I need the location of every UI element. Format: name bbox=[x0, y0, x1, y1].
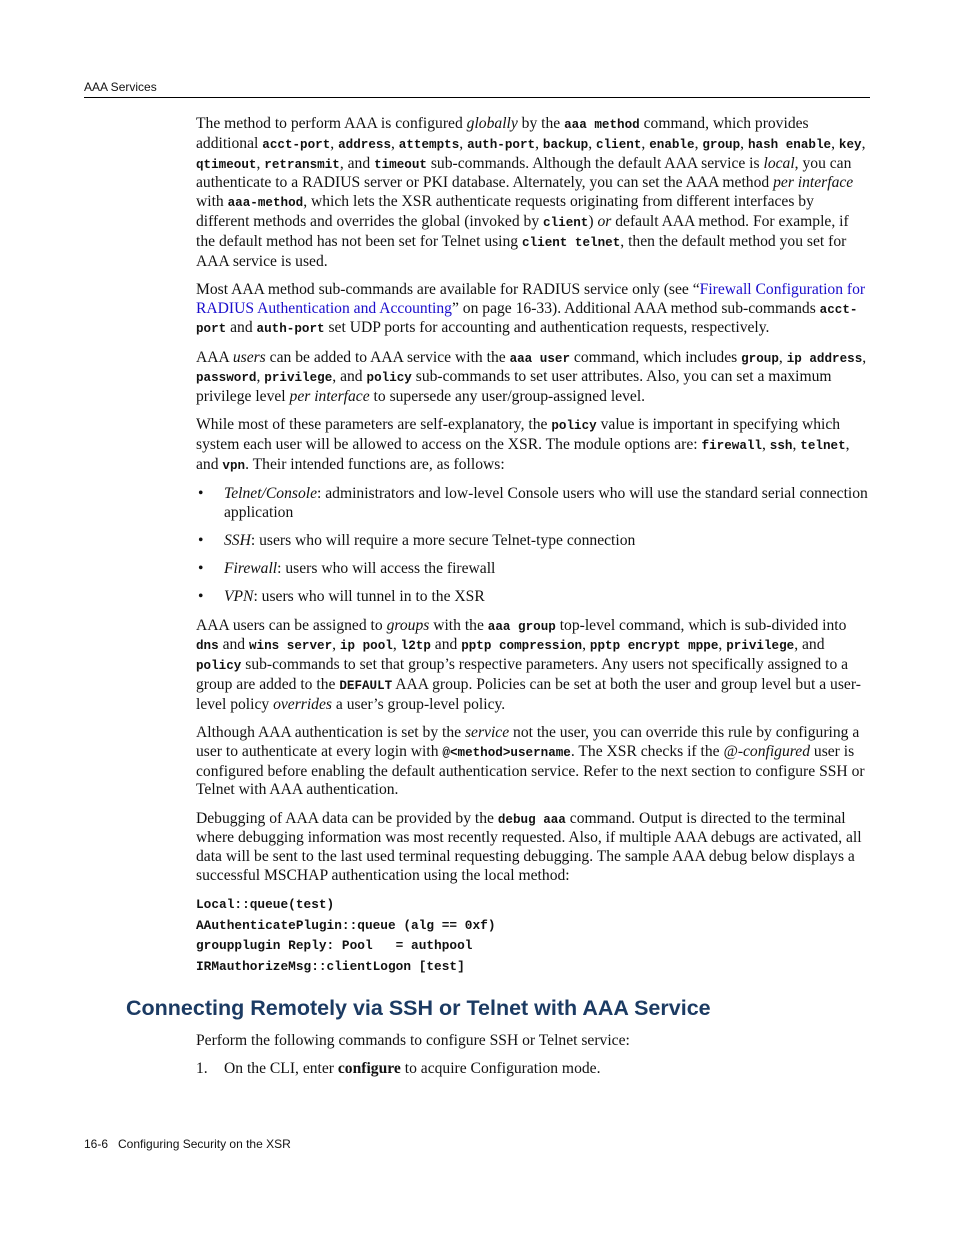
text: Most AAA method sub-commands are available for RADIUS service only (see “ bbox=[196, 280, 700, 298]
text: , and bbox=[339, 154, 375, 172]
text: user is configured before enabling the default authentication service. Refer to the next section to configure SSH or Telnet with AAA authentication. bbox=[196, 742, 865, 799]
text: with bbox=[196, 193, 228, 211]
text: , bbox=[535, 134, 543, 152]
text: not the user, you can override this rule by configuring a user to authenticate at every login with bbox=[196, 724, 860, 760]
command: telnet bbox=[800, 439, 846, 454]
command: ssh bbox=[769, 439, 793, 454]
command: ip address bbox=[786, 351, 863, 366]
emphasis: or bbox=[597, 212, 612, 230]
text: sub-commands. Although the default AAA service is bbox=[426, 154, 764, 172]
text: , bbox=[641, 134, 650, 152]
command: key bbox=[838, 137, 862, 152]
text: command, which provides additional bbox=[196, 115, 809, 152]
command: group bbox=[702, 137, 741, 152]
text: and bbox=[430, 636, 462, 654]
text: , which lets the XSR authenticate requests originating from different interfaces by different methods and overrides the global (invoked by bbox=[196, 193, 814, 230]
text: , bbox=[718, 636, 727, 654]
text: with the bbox=[429, 616, 488, 634]
command: aaa method bbox=[564, 118, 640, 132]
list-item bbox=[196, 560, 870, 579]
paragraph-aaa-groups bbox=[196, 617, 870, 715]
list-item bbox=[196, 588, 870, 607]
bullet-icon: • bbox=[198, 560, 204, 578]
list-item bbox=[196, 532, 870, 551]
bullet-icon: • bbox=[198, 485, 204, 503]
running-header: AAA Services bbox=[84, 80, 157, 94]
command: hash enable bbox=[747, 137, 832, 152]
text: command. Output is directed to the terminal where debugging information was most recently requested. Also, if multiple AAA debugs are activated, all data will be sent to the last used terminal requesting debugging. The sample AAA debug below displays a successful MSCHAP authentication using the local method: bbox=[196, 809, 862, 884]
text: . Their intended functions are, as follows: bbox=[245, 455, 505, 473]
command: policy bbox=[551, 419, 597, 434]
paragraph-aaa-users bbox=[196, 349, 870, 407]
text: a user’s group-level policy. bbox=[331, 695, 506, 713]
command: group bbox=[741, 351, 779, 366]
text: top-level command, which is sub-divided into bbox=[555, 616, 847, 634]
text: , bbox=[861, 134, 866, 152]
paragraph-debugging bbox=[196, 810, 870, 886]
list-item-text: : users who will access the firewall bbox=[277, 560, 496, 578]
text: , and bbox=[196, 436, 850, 473]
body-text bbox=[196, 115, 870, 987]
text: to acquire Configuration mode. bbox=[400, 1060, 601, 1078]
text: AAA users can be assigned to bbox=[196, 616, 387, 634]
command: aaa-method bbox=[227, 196, 304, 211]
text: , bbox=[694, 134, 703, 152]
command: privilege bbox=[726, 639, 795, 654]
text: , and bbox=[332, 368, 367, 386]
text: , bbox=[459, 134, 468, 152]
command: attempts bbox=[398, 137, 460, 152]
emphasis: per interface bbox=[289, 388, 370, 406]
command: privilege bbox=[264, 371, 333, 386]
command: acct-port bbox=[196, 302, 858, 337]
text: Debugging of AAA data can be provided by the bbox=[196, 809, 498, 827]
text: command, which includes bbox=[570, 348, 742, 366]
emphasis: groups bbox=[386, 616, 430, 634]
text: by the bbox=[517, 115, 565, 132]
emphasis: local bbox=[763, 154, 795, 172]
text: While most of these parameters are self-explanatory, the bbox=[196, 416, 552, 434]
emphasis: per interface bbox=[773, 174, 854, 192]
text: and bbox=[218, 636, 249, 654]
text: ” on page 16-33). Additional AAA method sub-commands bbox=[451, 299, 820, 317]
command-bold: configure bbox=[337, 1060, 401, 1078]
paragraph-policy bbox=[196, 416, 870, 475]
section-intro: Perform the following commands to configure SSH or Telnet service: bbox=[196, 1032, 630, 1049]
command: enable bbox=[649, 137, 695, 152]
command: auth-port bbox=[467, 137, 536, 152]
text: default AAA method. For example, if the default method has not been set for Telnet using bbox=[196, 212, 849, 250]
command: address bbox=[338, 137, 391, 152]
text: , bbox=[778, 348, 787, 366]
command: password bbox=[196, 371, 257, 386]
text: , bbox=[332, 636, 340, 654]
step-1 bbox=[196, 1060, 870, 1079]
text: On the CLI, enter bbox=[224, 1060, 338, 1078]
command: acct-port bbox=[262, 137, 331, 152]
emphasis: @-configured bbox=[723, 742, 810, 760]
emphasis: users bbox=[232, 348, 266, 366]
command: client bbox=[543, 215, 589, 230]
text: , bbox=[392, 636, 401, 654]
paragraph-radius bbox=[196, 281, 870, 339]
text: Although AAA authentication is set by the bbox=[196, 724, 465, 742]
debug-code-block bbox=[196, 895, 870, 977]
text: ) bbox=[588, 212, 598, 230]
command: pptp encrypt mppe bbox=[589, 639, 719, 654]
text: , then the default method you set for AAA service is used. bbox=[196, 232, 847, 270]
text: , bbox=[862, 348, 867, 366]
emphasis: service bbox=[464, 724, 510, 742]
command: aaa user bbox=[509, 351, 571, 366]
command: policy bbox=[196, 659, 242, 674]
firewall-radius-link[interactable]: Firewall Configuration for RADIUS Authentication and Accounting bbox=[196, 280, 866, 317]
text: set UDP ports for accounting and authentication requests, respectively. bbox=[324, 319, 770, 337]
text: value is important in specifying which system each user will be allowed to access on the XSR. The module options are: bbox=[196, 416, 841, 454]
command: dns bbox=[196, 639, 219, 654]
text: sub-commands to set user attributes. Also, you can set a maximum privilege level bbox=[196, 368, 832, 406]
list-item-text: : administrators and low-level Console users who will use the standard serial connection application bbox=[224, 485, 868, 521]
text: , you can authenticate to a RADIUS server or PKI database. Alternately, you can set the AAA method bbox=[196, 154, 852, 192]
list-item-term: Telnet/Console bbox=[224, 485, 317, 503]
command: pptp compression bbox=[461, 639, 583, 654]
code-line: Local::queue(test) bbox=[196, 897, 335, 913]
command: DEFAULT bbox=[339, 679, 393, 694]
policy-options-list bbox=[196, 485, 870, 607]
command: aaa group bbox=[487, 619, 556, 634]
command: client telnet bbox=[522, 235, 621, 250]
text: , bbox=[391, 134, 399, 152]
section-heading: Connecting Remotely via SSH or Telnet with AAA Service bbox=[126, 996, 711, 1020]
text: sub-commands to set that group’s respective parameters. Any users not specifically assigned to a group are added to the bbox=[196, 656, 849, 694]
text: , bbox=[740, 134, 748, 152]
command: l2tp bbox=[400, 639, 431, 654]
text: , bbox=[762, 436, 770, 454]
bullet-icon: • bbox=[198, 532, 204, 550]
command: firewall bbox=[701, 439, 762, 454]
header-rule bbox=[84, 97, 870, 98]
text: AAA group. Policies can be set at both the user and group level but a user-level policy bbox=[196, 676, 861, 713]
text: , bbox=[256, 368, 265, 386]
list-item-text: : users who will tunnel in to the XSR bbox=[253, 588, 485, 606]
list-item-text: : users who will require a more secure Telnet-type connection bbox=[250, 532, 636, 550]
command: wins server bbox=[249, 639, 333, 654]
list-item-term: SSH bbox=[224, 532, 251, 550]
text: , bbox=[330, 134, 339, 152]
text: to supersede any user/group-assigned level. bbox=[369, 388, 646, 406]
text: . The XSR checks if the bbox=[570, 742, 724, 760]
text: , bbox=[792, 436, 801, 454]
text: , bbox=[588, 134, 597, 152]
emphasis: overrides bbox=[273, 695, 332, 713]
page-footer: 16-6 Configuring Security on the XSR bbox=[84, 1137, 291, 1151]
command: vpn bbox=[222, 458, 246, 473]
text: , bbox=[831, 134, 839, 152]
text: , and bbox=[794, 636, 825, 654]
command: retransmit bbox=[264, 157, 340, 172]
code-line: IRMauthorizeMsg::clientLogon [test] bbox=[196, 958, 465, 974]
emphasis: globally bbox=[466, 115, 518, 132]
bullet-icon: • bbox=[198, 588, 204, 606]
paragraph-aaa-method bbox=[196, 115, 870, 271]
step-number: 1. bbox=[196, 1060, 208, 1078]
command: qtimeout bbox=[196, 157, 257, 172]
text: can be added to AAA service with the bbox=[265, 348, 510, 366]
text: , bbox=[256, 154, 265, 172]
text: and bbox=[226, 319, 257, 337]
command: policy bbox=[366, 371, 412, 386]
command: client bbox=[596, 137, 642, 152]
list-item-term: Firewall bbox=[224, 560, 278, 578]
command: @<method>username bbox=[442, 745, 571, 760]
text: The method to perform AAA is configured bbox=[196, 115, 467, 132]
command: backup bbox=[542, 137, 589, 152]
list-item bbox=[196, 485, 870, 523]
text: AAA bbox=[196, 348, 233, 366]
command: ip pool bbox=[339, 639, 393, 654]
section-body bbox=[196, 1032, 870, 1088]
paragraph-override bbox=[196, 724, 870, 800]
text: , bbox=[582, 636, 590, 654]
command: auth-port bbox=[256, 322, 325, 337]
command: debug aaa bbox=[497, 812, 566, 827]
code-line: groupplugin Reply: Pool = authpool bbox=[196, 938, 473, 954]
list-item-term: VPN bbox=[224, 588, 254, 606]
command: timeout bbox=[374, 157, 427, 172]
code-line: AAuthenticatePlugin::queue (alg == 0xf) bbox=[196, 917, 496, 933]
